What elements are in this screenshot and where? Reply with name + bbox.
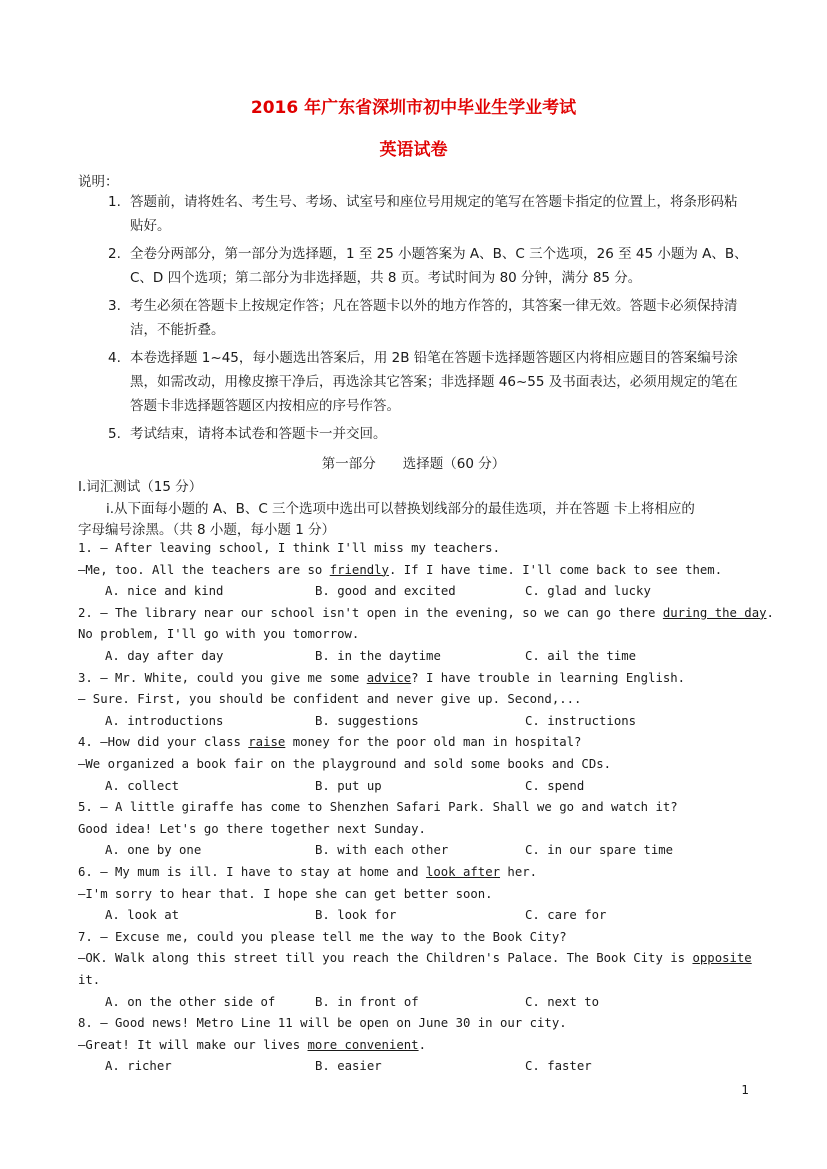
instruction-number: 4. bbox=[108, 350, 121, 366]
direction-line-1: i.从下面每小题的 A、B、C 三个选项中选出可以替换划线部分的最佳选项，并在答题 卡上将相应的 bbox=[106, 501, 695, 517]
question-line bbox=[78, 1016, 567, 1030]
answer-option: A. one by one bbox=[105, 843, 202, 858]
question-line bbox=[78, 865, 537, 879]
question-text: 5. — A little giraffe has come to Shenzhen Safari Park. Shall we go and watch it? bbox=[78, 800, 678, 815]
instruction-number: 5. bbox=[108, 426, 121, 442]
answer-option: B. with each other bbox=[315, 843, 449, 858]
answer-option: C. care for bbox=[525, 908, 607, 923]
question-text: Good idea! Let's go there together next Sunday. bbox=[78, 821, 426, 836]
instruction-number: 2. bbox=[108, 246, 121, 262]
question-text: 4. —How did your class bbox=[78, 735, 249, 750]
question-text: 2. — The library near our school isn't open in the evening, so we can go there bbox=[78, 605, 663, 620]
question-line bbox=[78, 1038, 426, 1052]
answer-option: A. on the other side of bbox=[105, 994, 276, 1009]
question-text: —Me, too. All the teachers are so bbox=[78, 562, 330, 577]
question-text: 8. — Good news! Metro Line 11 will be open on June 30 in our city. bbox=[78, 1016, 567, 1031]
instruction-text: 本卷选择题 1~45，每小题选出答案后，用 2B 铅笔在答题卡选择题答题区内将相应题目的答案编号涂黑，如需改动，用橡皮擦干净后，再选涂其它答案；非选择题 46~55 及书面表达，必须用规定的笔在答题卡非选择题答题区内按相应的序号作答。 bbox=[130, 350, 738, 414]
question-text: 6. — My mum is ill. I have to stay at home and bbox=[78, 865, 426, 879]
answer-option: A. collect bbox=[105, 778, 180, 793]
answer-option: C. faster bbox=[525, 1059, 592, 1074]
question-line bbox=[78, 973, 100, 987]
instruction-number: 1. bbox=[108, 194, 121, 210]
underlined-phrase: during the day bbox=[662, 605, 767, 620]
question-line bbox=[78, 671, 685, 685]
question-text: . If I have time. I'll come back to see them. bbox=[388, 562, 723, 577]
instructions-label: 说明： bbox=[78, 174, 119, 190]
question-line bbox=[78, 692, 581, 706]
question-line bbox=[78, 951, 752, 965]
instruction-item bbox=[108, 190, 748, 238]
question-line bbox=[78, 735, 581, 749]
instructions-list bbox=[108, 190, 748, 450]
instruction-item bbox=[108, 242, 748, 290]
question-text: it. bbox=[78, 973, 101, 987]
answer-option: B. easier bbox=[315, 1059, 382, 1074]
question-text: —We organized a book fair on the playground and sold some books and CDs. bbox=[78, 757, 612, 771]
question-text: —OK. Walk along this street till you reach the Children's Palace. The Book City is bbox=[78, 951, 693, 966]
question-text: 1. — After leaving school, I think I'll miss my teachers. bbox=[78, 541, 500, 555]
answer-option: B. in front of bbox=[315, 994, 419, 1009]
instruction-text: 考生必须在答题卡上按规定作答；凡在答题卡以外的地方作答的，其答案一律无效。答题卡必须保持清洁，不能折叠。 bbox=[130, 298, 738, 338]
instruction-text: 全卷分两部分，第一部分为选择题，1 至 25 小题答案为 A、B、C 三个选项，26 至 45 小题为 A、B、C、D 四个选项；第二部分为非选择题，共 8 页。考试时间为 80 分钟，满分 85 分。 bbox=[130, 246, 748, 286]
answer-option: C. next to bbox=[525, 994, 600, 1009]
direction-line-2: 字母编号涂黑。（共 8 小题，每小题 1 分） bbox=[78, 522, 336, 538]
underlined-phrase: advice bbox=[366, 670, 412, 685]
question-text: — Sure. First, you should be confident and never give up. Second,... bbox=[78, 692, 582, 707]
question-line bbox=[78, 887, 493, 901]
question-text: . bbox=[766, 605, 774, 620]
answer-option: C. in our spare time bbox=[525, 843, 674, 858]
part-heading: 第一部分 选择题（60 分） bbox=[321, 456, 506, 472]
answer-option: B. suggestions bbox=[315, 713, 419, 728]
page-number: 1 bbox=[741, 1083, 749, 1097]
question-line bbox=[78, 627, 359, 641]
question-line bbox=[78, 800, 678, 814]
underlined-phrase: opposite bbox=[692, 951, 752, 966]
question-line bbox=[78, 541, 500, 555]
answer-option: A. day after day bbox=[105, 649, 224, 663]
instruction-item bbox=[108, 346, 748, 418]
question-line bbox=[78, 563, 722, 577]
answer-option: C. spend bbox=[525, 778, 585, 793]
question-text: ? I have trouble in learning English. bbox=[411, 670, 686, 685]
answer-option: A. richer bbox=[105, 1059, 172, 1074]
question-text: her. bbox=[500, 865, 538, 879]
underlined-phrase: look after bbox=[425, 865, 501, 879]
answer-option: C. ail the time bbox=[525, 649, 637, 663]
question-text: 3. — Mr. White, could you give me some bbox=[78, 670, 367, 685]
question-line bbox=[78, 606, 774, 620]
answer-option: A. introductions bbox=[105, 713, 224, 728]
underlined-phrase: raise bbox=[248, 735, 286, 750]
instruction-text: 答题前，请将姓名、考生号、考场、试室号和座位号用规定的笔写在答题卡指定的位置上，将条形码粘贴好。 bbox=[130, 194, 738, 234]
answer-option: A. look at bbox=[105, 908, 180, 923]
instruction-text: 考试结束，请将本试卷和答题卡一并交回。 bbox=[130, 426, 387, 442]
answer-option: B. look for bbox=[315, 908, 397, 923]
answer-option: B. in the daytime bbox=[315, 649, 441, 663]
underlined-phrase: friendly bbox=[329, 562, 389, 577]
exam-subtitle: 英语试卷 bbox=[379, 140, 448, 160]
section-heading: I.词汇测试（15 分） bbox=[78, 479, 203, 495]
question-text: . bbox=[418, 1037, 426, 1052]
underlined-phrase: more convenient bbox=[307, 1037, 419, 1052]
instruction-number: 3. bbox=[108, 298, 121, 314]
question-text: money for the poor old man in hospital? bbox=[285, 735, 582, 750]
question-text: —I'm sorry to hear that. I hope she can get better soon. bbox=[78, 886, 493, 901]
exam-title: 2016 年广东省深圳市初中毕业生学业考试 bbox=[250, 98, 577, 118]
instruction-item bbox=[108, 422, 748, 446]
answer-option: A. nice and kind bbox=[105, 584, 224, 599]
question-text: 7. — Excuse me, could you please tell me the way to the Book City? bbox=[78, 929, 567, 944]
question-line bbox=[78, 757, 611, 771]
answer-option: B. good and excited bbox=[315, 584, 456, 599]
question-text: —Great! It will make our lives bbox=[78, 1037, 308, 1052]
answer-option: C. instructions bbox=[525, 713, 637, 728]
question-text: No problem, I'll go with you tomorrow. bbox=[78, 627, 360, 642]
answer-option: B. put up bbox=[315, 778, 382, 793]
question-line bbox=[78, 930, 567, 944]
question-line bbox=[78, 822, 426, 836]
answer-option: C. glad and lucky bbox=[525, 584, 651, 599]
instruction-item bbox=[108, 294, 748, 342]
